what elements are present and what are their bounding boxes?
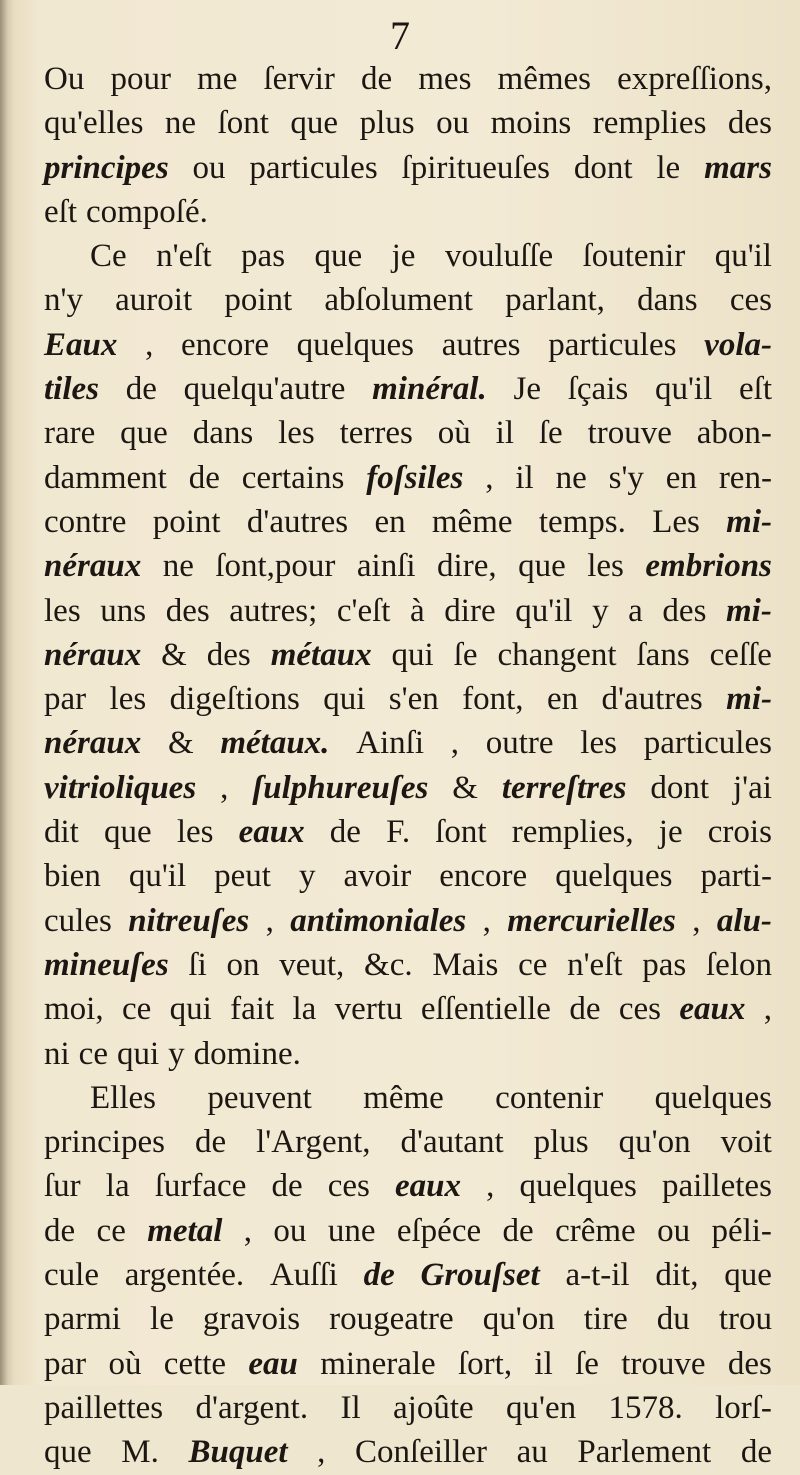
italic-word: Eaux: [44, 326, 118, 363]
text-line: [44, 899, 772, 943]
italic-word: nitreuſes: [128, 902, 250, 939]
word: dire,: [437, 548, 497, 585]
word: des: [727, 1345, 772, 1382]
word: ,: [482, 902, 491, 939]
word: point: [152, 503, 221, 540]
word: ,: [243, 1212, 253, 1249]
word: ajoûte: [393, 1389, 474, 1426]
word: ainſi: [356, 548, 416, 585]
text-line: [44, 101, 772, 145]
word: ſans: [636, 636, 690, 673]
word: moi,: [44, 991, 104, 1028]
italic-word: alu-: [716, 902, 772, 939]
word: peut: [214, 858, 271, 895]
word: Parlement: [577, 1434, 712, 1471]
word: ,: [486, 1168, 495, 1205]
word: &: [452, 769, 478, 806]
page-number: 7: [390, 13, 410, 58]
word: dont: [573, 149, 633, 186]
word: changent: [497, 636, 617, 673]
word: que: [314, 238, 363, 275]
word: je: [391, 238, 416, 275]
word: par: [44, 681, 87, 718]
word: par: [44, 1345, 87, 1382]
word: font,: [462, 681, 524, 718]
word: qu'il: [654, 371, 713, 408]
word: plus: [359, 105, 415, 142]
text-line: [44, 1297, 772, 1341]
word: compoſé.: [85, 193, 208, 230]
italic-word: Grouſset: [420, 1257, 540, 1294]
word: ſont: [435, 814, 487, 851]
text-line: [44, 1386, 772, 1430]
word: la: [292, 991, 317, 1028]
italic-word: eaux: [679, 991, 746, 1028]
word: cule: [44, 1257, 99, 1294]
word: rare: [44, 415, 96, 452]
italic-word: mineuſes: [44, 946, 169, 983]
word: ſe: [575, 1345, 599, 1382]
text-line: [44, 1342, 772, 1386]
word: Je: [513, 371, 541, 408]
word: j'ai: [733, 769, 772, 806]
word: les: [587, 548, 624, 585]
word: contre: [44, 503, 127, 540]
word: ces: [618, 991, 661, 1028]
word: pailletes: [661, 1168, 772, 1205]
italic-word: ſulphureuſes: [252, 769, 429, 806]
word: plus: [533, 1124, 589, 1161]
word: d'autres: [601, 681, 703, 718]
word: dire: [444, 592, 496, 629]
word: domine.: [193, 1035, 301, 1072]
text-line: [44, 1430, 772, 1474]
text-line: [44, 500, 772, 544]
word: Les: [652, 503, 700, 540]
word: &c.: [364, 946, 413, 983]
word: ſurface: [154, 1168, 247, 1205]
word: d'argent.: [195, 1389, 309, 1426]
word: expreſſions,: [617, 61, 772, 97]
word: Mais: [432, 946, 499, 983]
word: qu'elles: [44, 105, 144, 142]
word: y: [168, 1035, 185, 1072]
word: qu'il: [714, 238, 772, 275]
word: à: [410, 592, 425, 629]
word: particules: [643, 725, 772, 762]
word: pas: [241, 238, 286, 275]
word: où: [437, 415, 471, 452]
word: d'autant: [400, 1124, 504, 1161]
text-line: [44, 367, 772, 411]
word: ,: [485, 459, 494, 496]
word: les: [44, 592, 81, 629]
word: du: [656, 1301, 690, 1338]
text-line: [44, 766, 772, 810]
word: veut,: [279, 946, 345, 983]
word: remplies,: [511, 814, 634, 851]
text-line: [44, 943, 772, 987]
word: que: [104, 814, 152, 851]
word: n'eſt: [156, 238, 212, 275]
word: une: [327, 1212, 376, 1249]
word: Il: [340, 1389, 361, 1426]
italic-word: néraux: [44, 548, 142, 585]
italic-word: eaux: [238, 814, 305, 851]
word: ſervir: [263, 61, 335, 97]
word: de: [740, 1434, 772, 1471]
word: ni: [44, 1035, 70, 1072]
text-line: [44, 1120, 772, 1164]
word: qui: [116, 1035, 160, 1072]
text-line: [44, 234, 772, 278]
word: que: [120, 415, 168, 452]
word: eſſentielle: [420, 991, 551, 1028]
word: remplies: [592, 105, 707, 142]
word: pour: [110, 61, 171, 97]
word: le: [656, 149, 681, 186]
word: d'autres: [246, 503, 349, 540]
word: on: [226, 946, 260, 983]
word: parmi: [44, 1301, 121, 1338]
word: qu'il: [515, 592, 573, 629]
italic-word: antimoniales: [290, 902, 467, 939]
word: ſort,: [458, 1345, 513, 1382]
italic-word: mi-: [726, 592, 772, 629]
italic-word: vola-: [704, 326, 772, 363]
word: autres: [441, 326, 521, 363]
word: argentée.: [124, 1257, 245, 1294]
italic-word: métaux: [270, 636, 372, 673]
word: ſelon: [706, 946, 772, 983]
word: je: [658, 814, 683, 851]
word: ce: [121, 991, 152, 1028]
word: il: [495, 415, 514, 452]
word: la: [105, 1168, 130, 1205]
word: Ce: [90, 238, 127, 275]
italic-word: néraux: [44, 725, 142, 762]
word: qu'il: [128, 858, 187, 895]
word: des: [206, 636, 251, 673]
word: où: [108, 1345, 142, 1382]
word: ces: [327, 1168, 370, 1205]
word: encore: [439, 858, 528, 895]
body-text: [44, 57, 772, 1475]
word: Ainſi: [356, 725, 425, 762]
text-line: [44, 190, 772, 234]
word: contenir: [495, 1079, 604, 1116]
word: dit,: [655, 1257, 699, 1294]
word: a-t-il: [565, 1257, 630, 1294]
word: ,: [763, 991, 772, 1028]
italic-word: mercurielles: [507, 902, 676, 939]
word: parlant,: [505, 282, 605, 319]
word: ,: [450, 725, 459, 762]
word: paillettes: [44, 1389, 164, 1426]
word: voit: [720, 1124, 772, 1161]
word: eſpéce: [396, 1212, 482, 1249]
word: ,: [220, 769, 229, 806]
word: moins: [490, 105, 572, 142]
word: dont: [650, 769, 710, 806]
word: peuvent: [207, 1079, 312, 1116]
word: particules: [249, 149, 378, 186]
word: au: [516, 1434, 548, 1471]
word: des: [662, 592, 707, 629]
word: point: [224, 282, 293, 319]
word: pas: [642, 946, 687, 983]
word: ceſſe: [709, 636, 772, 673]
text-line: [44, 411, 772, 455]
italic-word: terreſtres: [501, 769, 627, 806]
word: qu'en: [506, 1389, 577, 1426]
text-line: [44, 633, 772, 677]
word: crois: [707, 814, 772, 851]
italic-word: minéral.: [372, 371, 487, 408]
italic-word: eaux: [395, 1168, 462, 1205]
word: parti-: [700, 858, 772, 895]
word: ,: [265, 902, 274, 939]
word: terres: [339, 415, 413, 452]
word: même: [363, 1079, 444, 1116]
word: ces: [729, 282, 772, 319]
word: les: [176, 814, 214, 851]
text-line: [44, 1164, 772, 1208]
word: de: [44, 1212, 76, 1249]
word: ſpiritueuſes: [401, 149, 550, 186]
word: les: [109, 681, 147, 718]
word: encore: [181, 326, 269, 363]
word: que: [290, 105, 339, 142]
word: le: [150, 1301, 174, 1338]
word: mêmes: [497, 61, 592, 97]
word: des: [727, 105, 772, 142]
word: outre: [485, 725, 554, 762]
word: ,: [145, 326, 154, 363]
word: quelques: [555, 858, 673, 895]
word: &: [167, 725, 194, 762]
text-line: [44, 677, 772, 721]
word: ſoutenir: [582, 238, 686, 275]
word: eſt: [739, 371, 772, 408]
word: l'Argent,: [256, 1124, 371, 1161]
word: abon-: [696, 415, 772, 452]
word: qu'on: [618, 1124, 691, 1161]
word: qui: [391, 636, 434, 673]
word: minerale: [320, 1345, 436, 1382]
italic-word: mi-: [726, 681, 772, 718]
word: uns: [100, 592, 147, 629]
word: Conſeiller: [355, 1434, 488, 1471]
text-line: [44, 1076, 772, 1120]
word: des: [165, 592, 210, 629]
word: trou: [718, 1301, 772, 1338]
text-line: [44, 810, 772, 854]
word: gravois: [202, 1301, 301, 1338]
italic-word: tiles: [44, 371, 99, 408]
word: ſi: [188, 946, 207, 983]
word: Ou: [44, 61, 85, 97]
word: que: [44, 1434, 92, 1471]
italic-word: foſsiles: [366, 459, 464, 496]
word: digeſtions: [169, 681, 300, 718]
italic-word: métaux.: [220, 725, 330, 762]
word: dans: [637, 282, 698, 319]
word: que: [724, 1257, 772, 1294]
word: ne: [555, 459, 587, 496]
word: crême: [555, 1212, 636, 1249]
italic-word: principes: [44, 149, 169, 186]
word: les: [580, 725, 617, 762]
page-gutter: [0, 0, 14, 1385]
word: ,: [317, 1434, 326, 1471]
word: lorſ-: [715, 1389, 772, 1426]
text-line: [44, 589, 772, 633]
word: vertu: [334, 991, 403, 1028]
word: y: [592, 592, 609, 629]
word: de: [194, 1124, 227, 1161]
word: fait: [230, 991, 275, 1028]
word: ne: [164, 105, 197, 142]
word: ou: [436, 105, 470, 142]
word: n'eſt: [567, 946, 623, 983]
word: en: [546, 681, 579, 718]
word: de: [502, 1212, 534, 1249]
word: de: [329, 814, 361, 851]
text-line: [44, 987, 772, 1031]
word: temps.: [538, 503, 626, 540]
word: de: [569, 991, 601, 1028]
word: dit: [44, 814, 79, 851]
word: de: [271, 1168, 303, 1205]
word: quelques: [519, 1168, 637, 1205]
word: ſont: [217, 105, 269, 142]
word: ſe: [453, 636, 478, 673]
word: me: [197, 61, 238, 97]
word: dans: [192, 415, 254, 452]
word: bien: [44, 858, 101, 895]
word: ſur: [44, 1168, 81, 1205]
word: de: [188, 459, 220, 496]
text-line: [44, 1032, 772, 1076]
word: ſont,pour: [215, 548, 336, 585]
italic-word: mars: [704, 149, 772, 186]
word: quelques: [654, 1079, 772, 1116]
word: cules: [44, 902, 112, 939]
italic-word: vitrioliques: [44, 769, 197, 806]
word: rougeatre: [329, 1301, 454, 1338]
text-line: [44, 721, 772, 765]
word: principes: [44, 1124, 165, 1161]
word: qui: [169, 991, 212, 1028]
word: s'y: [608, 459, 644, 496]
word: mes: [418, 61, 472, 97]
word: quelqu'autre: [183, 371, 346, 408]
text-line: [44, 278, 772, 322]
word: péli-: [711, 1212, 772, 1249]
word: F.: [386, 814, 411, 851]
word: en: [665, 459, 697, 496]
word: ſe: [538, 415, 563, 452]
word: c'eſt: [336, 592, 391, 629]
text-line: [44, 544, 772, 588]
word: de: [125, 371, 157, 408]
text-line: [44, 1209, 772, 1253]
word: qui: [323, 681, 366, 718]
word: avoir: [343, 858, 412, 895]
italic-word: embrions: [645, 548, 772, 585]
italic-word: néraux: [44, 636, 142, 673]
word: a: [628, 592, 643, 629]
word: Elles: [90, 1079, 156, 1116]
word: eſt: [44, 193, 77, 230]
word: il: [515, 459, 534, 496]
word: ou: [192, 149, 226, 186]
text-line: [44, 146, 772, 190]
italic-word: eau: [248, 1345, 298, 1382]
text-line: [44, 854, 772, 898]
word: les: [278, 415, 315, 452]
word: il: [534, 1345, 553, 1382]
text-line: [44, 1253, 772, 1297]
word: autres;: [229, 592, 318, 629]
word: ou: [273, 1212, 307, 1249]
word: vouluſſe: [444, 238, 554, 275]
word: même: [431, 503, 513, 540]
word: qu'on: [482, 1301, 555, 1338]
word: ou: [657, 1212, 691, 1249]
word: ce: [518, 946, 548, 983]
word: tire: [583, 1301, 628, 1338]
italic-word: mi-: [726, 503, 772, 540]
word: trouve: [621, 1345, 706, 1382]
word: 1578.: [608, 1389, 683, 1426]
text-line: [44, 57, 772, 101]
word: en: [374, 503, 406, 540]
word: ,: [692, 902, 701, 939]
text-line: [44, 323, 772, 367]
italic-word: de: [363, 1257, 395, 1294]
word: certains: [241, 459, 345, 496]
word: M.: [121, 1434, 159, 1471]
word: ren-: [718, 459, 772, 496]
word: trouve: [587, 415, 672, 452]
word: cette: [163, 1345, 227, 1382]
word: que: [518, 548, 566, 585]
word: &: [161, 636, 187, 673]
italic-word: metal: [147, 1212, 223, 1249]
word: quelques: [296, 326, 414, 363]
word: damment: [44, 459, 167, 496]
word: ce: [96, 1212, 126, 1249]
word: y: [298, 858, 316, 895]
text-line: [44, 456, 772, 500]
word: ſçais: [567, 371, 629, 408]
word: n'y: [44, 282, 83, 319]
word: de: [361, 61, 393, 97]
word: ce: [78, 1035, 108, 1072]
word: Auſſi: [269, 1257, 338, 1294]
word: auroit: [115, 282, 193, 319]
word: ne: [162, 548, 194, 585]
word: s'en: [388, 681, 439, 718]
word: particules: [548, 326, 677, 363]
word: abſolument: [324, 282, 473, 319]
italic-word: Buquet: [188, 1434, 288, 1471]
